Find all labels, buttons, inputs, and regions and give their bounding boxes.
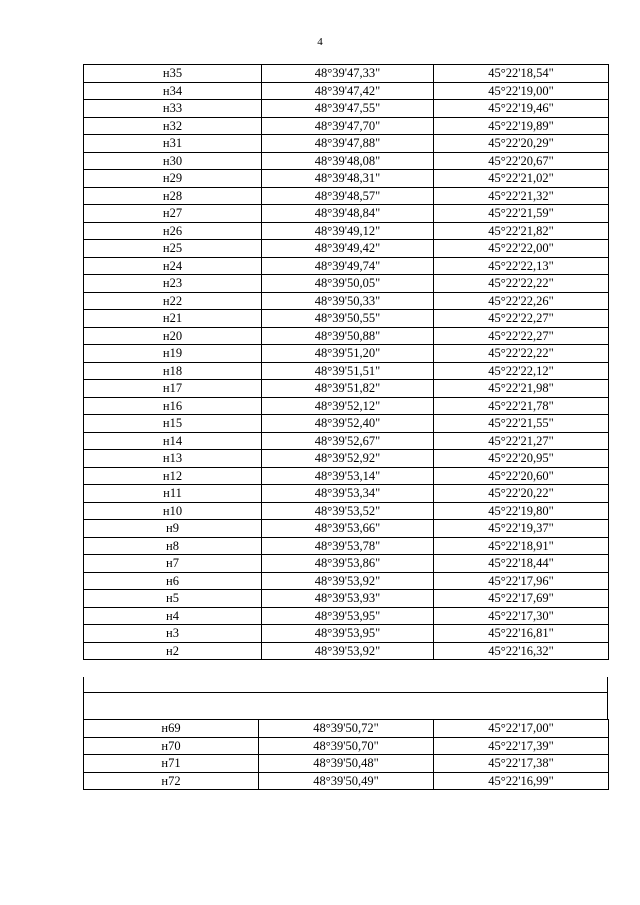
- latitude-cell: 48°39'51,51": [262, 362, 434, 380]
- longitude-cell: 45°22'17,00": [434, 720, 609, 738]
- point-id-cell: н33: [84, 100, 262, 118]
- latitude-cell: 48°39'48,84": [262, 205, 434, 223]
- longitude-cell: 45°22'19,46": [434, 100, 609, 118]
- table-row: [84, 607, 609, 625]
- longitude-cell: 45°22'21,78": [434, 397, 609, 415]
- point-id-cell: н22: [84, 292, 262, 310]
- latitude-cell: 48°39'51,20": [262, 345, 434, 363]
- longitude-cell: 45°22'16,99": [434, 772, 609, 790]
- point-id-cell: н4: [84, 607, 262, 625]
- table-row: [84, 555, 609, 573]
- point-id-cell: н3: [84, 625, 262, 643]
- point-id-cell: н12: [84, 467, 262, 485]
- point-id-cell: н30: [84, 152, 262, 170]
- latitude-cell: 48°39'53,95": [262, 607, 434, 625]
- longitude-cell: 45°22'22,22": [434, 345, 609, 363]
- table-row: [84, 397, 609, 415]
- latitude-cell: 48°39'49,12": [262, 222, 434, 240]
- table-row: [84, 625, 609, 643]
- latitude-cell: 48°39'50,48": [259, 755, 434, 773]
- latitude-cell: 48°39'53,86": [262, 555, 434, 573]
- longitude-cell: 45°22'22,00": [434, 240, 609, 258]
- longitude-cell: 45°22'19,89": [434, 117, 609, 135]
- point-id-cell: н14: [84, 432, 262, 450]
- latitude-cell: 48°39'50,05": [262, 275, 434, 293]
- longitude-cell: 45°22'20,95": [434, 450, 609, 468]
- latitude-cell: 48°39'50,49": [259, 772, 434, 790]
- point-id-cell: н29: [84, 170, 262, 188]
- point-id-cell: н72: [84, 772, 259, 790]
- point-id-cell: н11: [84, 485, 262, 503]
- table-row: [84, 117, 609, 135]
- point-id-cell: н69: [84, 720, 259, 738]
- point-id-cell: н26: [84, 222, 262, 240]
- latitude-cell: 48°39'50,72": [259, 720, 434, 738]
- point-id-cell: н71: [84, 755, 259, 773]
- point-id-cell: н15: [84, 415, 262, 433]
- latitude-cell: 48°39'53,66": [262, 520, 434, 538]
- longitude-cell: 45°22'16,32": [434, 642, 609, 660]
- longitude-cell: 45°22'21,82": [434, 222, 609, 240]
- latitude-cell: 48°39'50,88": [262, 327, 434, 345]
- longitude-cell: 45°22'21,27": [434, 432, 609, 450]
- longitude-cell: 45°22'17,96": [434, 572, 609, 590]
- latitude-cell: 48°39'53,34": [262, 485, 434, 503]
- latitude-cell: 48°39'48,08": [262, 152, 434, 170]
- table-row: [84, 642, 609, 660]
- longitude-cell: 45°22'22,13": [434, 257, 609, 275]
- longitude-cell: 45°22'18,44": [434, 555, 609, 573]
- point-id-cell: н13: [84, 450, 262, 468]
- table-row: [84, 362, 609, 380]
- latitude-cell: 48°39'53,52": [262, 502, 434, 520]
- longitude-cell: 45°22'17,69": [434, 590, 609, 608]
- point-id-cell: н19: [84, 345, 262, 363]
- longitude-cell: 45°22'17,39": [434, 737, 609, 755]
- longitude-cell: 45°22'22,27": [434, 327, 609, 345]
- table-row: [84, 590, 609, 608]
- point-id-cell: н23: [84, 275, 262, 293]
- table-row: [84, 772, 609, 790]
- latitude-cell: 48°39'47,88": [262, 135, 434, 153]
- latitude-cell: 48°39'53,93": [262, 590, 434, 608]
- page-number: 4: [317, 36, 323, 48]
- latitude-cell: 48°39'53,92": [262, 642, 434, 660]
- longitude-cell: 45°22'20,67": [434, 152, 609, 170]
- table-row: [84, 520, 609, 538]
- latitude-cell: 48°39'52,92": [262, 450, 434, 468]
- longitude-cell: 45°22'19,37": [434, 520, 609, 538]
- latitude-cell: 48°39'52,12": [262, 397, 434, 415]
- point-id-cell: н25: [84, 240, 262, 258]
- table-row: [84, 170, 609, 188]
- latitude-cell: 48°39'48,31": [262, 170, 434, 188]
- table-row: [84, 187, 609, 205]
- table-row: [84, 502, 609, 520]
- point-id-cell: н16: [84, 397, 262, 415]
- longitude-cell: 45°22'21,59": [434, 205, 609, 223]
- table-row: [84, 100, 609, 118]
- table-row: [84, 485, 609, 503]
- latitude-cell: 48°39'47,33": [262, 65, 434, 83]
- table-row: [84, 467, 609, 485]
- table-row: [84, 65, 609, 83]
- table-row: [84, 755, 609, 773]
- table-row: [84, 537, 609, 555]
- latitude-cell: 48°39'48,57": [262, 187, 434, 205]
- point-id-cell: н31: [84, 135, 262, 153]
- latitude-cell: 48°39'51,82": [262, 380, 434, 398]
- point-id-cell: н24: [84, 257, 262, 275]
- coordinates-table-body: [84, 65, 609, 660]
- longitude-cell: 45°22'22,12": [434, 362, 609, 380]
- additional-coordinates-table-body: [84, 720, 609, 790]
- point-id-cell: н35: [84, 65, 262, 83]
- table-row: [84, 345, 609, 363]
- point-id-cell: н34: [84, 82, 262, 100]
- table-row: [84, 222, 609, 240]
- longitude-cell: 45°22'17,30": [434, 607, 609, 625]
- longitude-cell: 45°22'16,81": [434, 625, 609, 643]
- longitude-cell: 45°22'20,22": [434, 485, 609, 503]
- point-id-cell: н6: [84, 572, 262, 590]
- table-row: [84, 327, 609, 345]
- table-row: [84, 275, 609, 293]
- latitude-cell: 48°39'52,67": [262, 432, 434, 450]
- point-id-cell: н8: [84, 537, 262, 555]
- point-id-cell: н21: [84, 310, 262, 328]
- point-id-cell: н20: [84, 327, 262, 345]
- latitude-cell: 48°39'47,70": [262, 117, 434, 135]
- point-id-cell: н7: [84, 555, 262, 573]
- table-row: [84, 432, 609, 450]
- latitude-cell: 48°39'47,55": [262, 100, 434, 118]
- point-id-cell: н32: [84, 117, 262, 135]
- table-row: [84, 572, 609, 590]
- point-id-cell: н18: [84, 362, 262, 380]
- table-row: [84, 257, 609, 275]
- table-row: [84, 292, 609, 310]
- latitude-cell: 48°39'52,40": [262, 415, 434, 433]
- latitude-cell: 48°39'49,42": [262, 240, 434, 258]
- latitude-cell: 48°39'53,92": [262, 572, 434, 590]
- latitude-cell: 48°39'50,55": [262, 310, 434, 328]
- point-id-cell: н17: [84, 380, 262, 398]
- longitude-cell: 45°22'18,91": [434, 537, 609, 555]
- point-id-cell: н2: [84, 642, 262, 660]
- point-id-cell: н28: [84, 187, 262, 205]
- latitude-cell: 48°39'53,78": [262, 537, 434, 555]
- table-row: [84, 82, 609, 100]
- longitude-cell: 45°22'22,26": [434, 292, 609, 310]
- point-id-cell: н10: [84, 502, 262, 520]
- point-id-cell: н9: [84, 520, 262, 538]
- latitude-cell: 48°39'49,74": [262, 257, 434, 275]
- table-row: [84, 240, 609, 258]
- longitude-cell: 45°22'21,55": [434, 415, 609, 433]
- latitude-cell: 48°39'47,42": [262, 82, 434, 100]
- longitude-cell: 45°22'19,80": [434, 502, 609, 520]
- longitude-cell: 45°22'21,02": [434, 170, 609, 188]
- latitude-cell: 48°39'50,33": [262, 292, 434, 310]
- longitude-cell: 45°22'17,38": [434, 755, 609, 773]
- table-row: [84, 205, 609, 223]
- longitude-cell: 45°22'22,27": [434, 310, 609, 328]
- table-row: [84, 415, 609, 433]
- table-row: [84, 135, 609, 153]
- longitude-cell: 45°22'20,29": [434, 135, 609, 153]
- longitude-cell: 45°22'20,60": [434, 467, 609, 485]
- table-row: [84, 152, 609, 170]
- point-id-cell: н70: [84, 737, 259, 755]
- latitude-cell: 48°39'53,95": [262, 625, 434, 643]
- latitude-cell: 48°39'53,14": [262, 467, 434, 485]
- table-row: [84, 380, 609, 398]
- latitude-cell: 48°39'50,70": [259, 737, 434, 755]
- longitude-cell: 45°22'21,32": [434, 187, 609, 205]
- table-row: [84, 720, 609, 738]
- longitude-cell: 45°22'18,54": [434, 65, 609, 83]
- coordinates-table: [83, 64, 609, 660]
- table-row: [84, 737, 609, 755]
- table-row: [84, 310, 609, 328]
- additional-coordinates-table: [83, 719, 609, 790]
- point-id-cell: н27: [84, 205, 262, 223]
- longitude-cell: 45°22'22,22": [434, 275, 609, 293]
- table-row: [84, 450, 609, 468]
- longitude-cell: 45°22'19,00": [434, 82, 609, 100]
- table-separator-row: [83, 677, 608, 719]
- point-id-cell: н5: [84, 590, 262, 608]
- longitude-cell: 45°22'21,98": [434, 380, 609, 398]
